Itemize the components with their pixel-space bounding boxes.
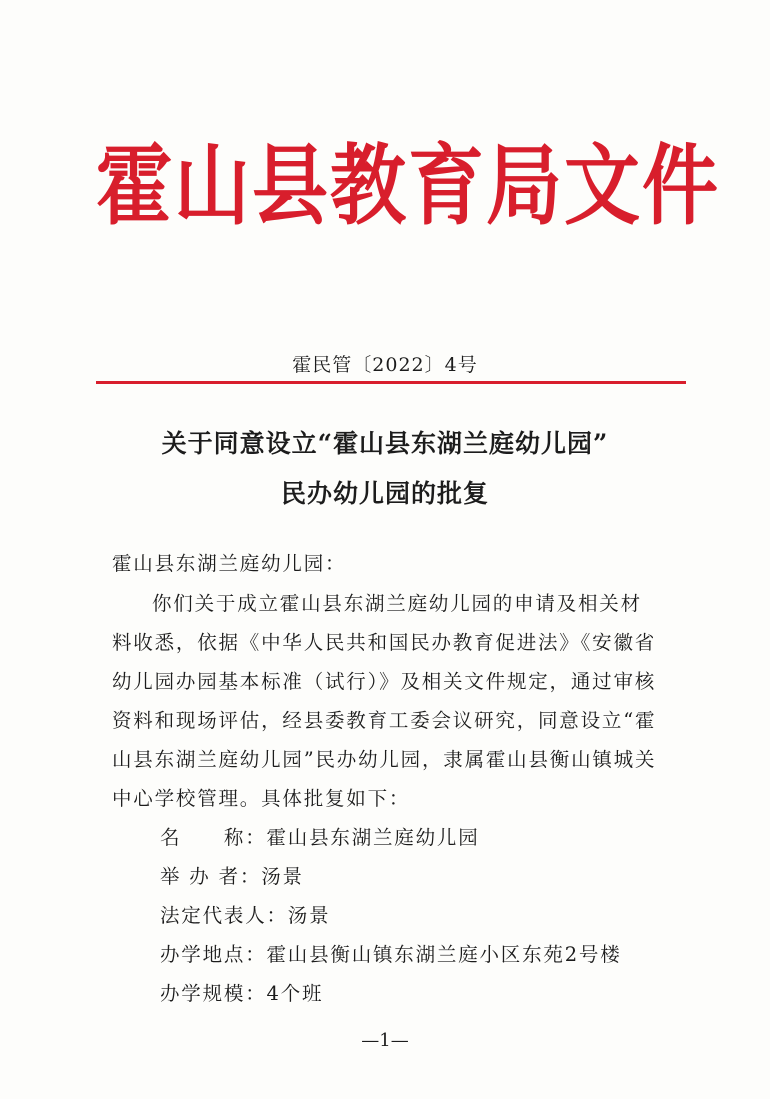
addressee: 霍山县东湖兰庭幼儿园： xyxy=(112,552,347,575)
item-name: 名 称：霍山县东湖兰庭幼儿园 xyxy=(160,826,480,849)
paragraph-line: 你们关于成立霍山县东湖兰庭幼儿园的申请及相关材 xyxy=(152,592,642,615)
document-number: 霍民管〔2022〕4号 xyxy=(292,354,478,376)
paragraph-line: 山县东湖兰庭幼儿园”民办幼儿园，隶属霍山县衡山镇城关 xyxy=(112,748,657,771)
paragraph-line: 中心学校管理。具体批复如下： xyxy=(112,787,411,810)
document-title-line-1: 关于同意设立“霍山县东湖兰庭幼儿园” xyxy=(161,429,609,458)
item-sponsor: 举 办 者：汤景 xyxy=(160,865,304,888)
paragraph-line: 料收悉，依据《中华人民共和国民办教育促进法》《安徽省 xyxy=(112,631,657,654)
masthead-title: 霍山县教育局文件 xyxy=(96,134,720,237)
paragraph-line: 幼儿园办园基本标准（试行）》及相关文件规定，通过审核 xyxy=(112,670,657,693)
paragraph-line: 资料和现场评估，经县委教育工委会议研究，同意设立“霍 xyxy=(112,709,657,732)
item-scale: 办学规模：4个班 xyxy=(160,982,324,1005)
page-number: —1— xyxy=(361,1030,409,1051)
red-separator-line xyxy=(96,381,686,384)
item-legal-representative: 法定代表人：汤景 xyxy=(160,904,331,927)
item-address: 办学地点：霍山县衡山镇东湖兰庭小区东苑2号楼 xyxy=(160,943,622,966)
document-title-line-2: 民办幼儿园的批复 xyxy=(280,479,489,508)
